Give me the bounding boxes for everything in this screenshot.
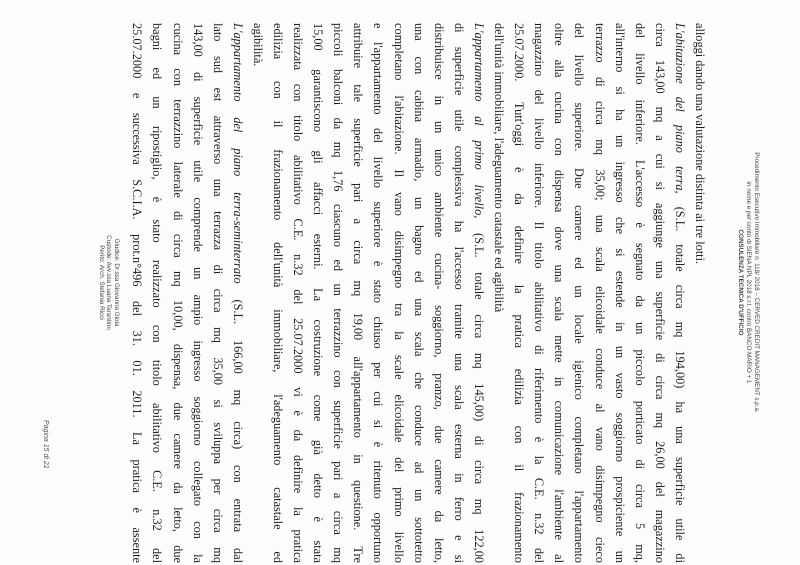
text-line [650,23,670,563]
paragraph-heading: L'appartamento del piano terra-seminterrato [230,23,245,284]
page-header [736,20,760,545]
line-text: alloggi dando una valutazione distinta ai tre lotti. [693,23,707,265]
text-line [509,23,529,563]
text-line [529,23,549,563]
footer-custodian: Custode: Avv.ssa Luana Tarantino [105,235,113,330]
paragraph-heading: L'appartamento al primo livello, [471,23,486,219]
text-line [208,23,228,563]
text-line [489,23,509,563]
text-line [188,23,208,563]
line-text: (S.L. totale circa mq 194,00) ha una superficie utile di [672,193,687,563]
line-text: edilizia con il frazionamento dell'unità immobiliare, l'adeguamento catastale ed [271,23,286,563]
line-text: realizzata con titolo abilitativo C.E. n.32 del 25.07.2000 vi è da definire la pratica [291,23,306,563]
line-text: lato sud est attraverso una terrazza di circa mq 35,00 si sviluppa per circa mq [210,23,225,563]
line-text: circa 143,00 mq a cui si aggiunge una superficie di circa mq 26,00 del magazzino [652,23,667,563]
text-line [630,23,650,563]
line-text: all'interno si ha un ingresso che si estende in un vasto soggiorno prospiciente un [612,23,627,563]
line-text: del livello inferiore. L'accesso è segnato da un piccolo porticato di circa 5 mq, [632,23,647,563]
document-body [127,23,710,563]
text-line [389,23,409,563]
text-line [690,23,710,563]
text-line [549,23,569,563]
header-line-1: Procedimento Esecutivo Immobiliare n. 118/ 2018 – CERVED CREDIT MANAGEMENT s.p.a. [753,152,760,413]
text-line [248,23,268,563]
line-text: del livello superiore. Due camere ed un locale igienico completano l'appartamento [572,23,587,563]
line-text: 143,00 di superficie utile comprende un ampio ingresso soggiorno collegato con la [190,23,205,563]
line-text: 25.07.2000. Tutt'oggi è da definire la pratica edilizia con il frazionamento [512,23,527,563]
text-line [308,23,328,563]
line-text: 25.07.2000 e successiva S.C.I.A. prot.n°496 del 31. 01. 2011. La pratica è assente [130,23,145,563]
text-line [348,23,368,563]
text-line [589,23,609,563]
line-text: agibilità. [250,23,265,67]
line-text: una con cabina armadio, un bagno ed una scala che conduce ad un sottotetto [411,23,426,563]
line-text: e l'appartamento del livello superiore è stato chiuso per cui si è ritenuto opportuno [371,23,386,563]
line-text: attribuire tale superficie pari a circa mq 19,00 all'appartamento in questione. Tre [351,23,366,563]
footer-expert: Perito: Arch. Stefania Ricci [98,245,105,320]
text-line [469,23,489,563]
text-line [429,23,449,563]
text-line [328,23,348,563]
text-line [670,23,690,563]
line-text: (S.L. totale circa mq 145,00) di circa mq 122,00 [471,218,486,563]
text-line [569,23,589,563]
text-line [610,23,630,563]
text-line [409,23,429,563]
line-text: distribuisce in un unico ambiente cucina- soggiorno, pranzo, due camere da letto, [431,23,446,563]
line-text: bagni ed un ripostiglio, è stato realizzato con titolo abilitativo C.E. n.32 del [150,23,165,563]
paragraph-heading: L'abitazione del piano terra, [672,23,687,194]
page-number: Pagina 15 di 21 [42,420,49,469]
text-line [147,23,167,563]
page-footer [98,20,121,545]
text-line [127,23,147,563]
text-line [167,23,187,563]
header-line-3: CONSULENZA TECNICA D'UFFICIO [737,229,744,336]
line-text: 15,00 garantiscono gli affacci esterni. La costruzione come già detto è stata [311,23,326,563]
text-line [288,23,308,563]
text-line [228,23,248,563]
header-line-2: in nome e per conto di SIENA NPL 2018 s.r.l. contro BANCO MARIO + 1 [745,181,752,384]
line-text: (S.L. 166,00 mq circa) con entrata dal [230,283,245,563]
line-text: piccoli balconi da mq 1,76 ciascuno ed un terrazzino con superficie pari a circa mq [331,23,346,563]
line-text: terrazzo di circa mq 35,00; una scala elicoidale conduce al vano disimpegno cieco [592,23,607,563]
text-line [268,23,288,563]
line-text: oltre alla cucina con dispensa dove una scala mette in comunicazione l'ambiente al [552,23,567,563]
text-line [449,23,469,563]
line-text: dell'unità immobiliare, l'adeguamento catastale ed agibilità [492,23,507,313]
line-text: magazzino del livello inferiore. Il titolo abilitativo di riferimento è la C.E. n.32 del [532,23,547,563]
line-text: cucina con terrazzino laterale di circa mq 10,00, dispensa, due camere da letto, due [170,23,185,563]
text-line [368,23,388,563]
footer-judge: Giudice: Dr.ssa Giovanna Gioia [113,238,120,327]
line-text: di superficie utile complessiva ha l'accesso tramite una scala esterna in ferro e si [451,23,466,563]
line-text: completano l'abitazione. Il vano disimpegno tra la scale elicoidale del primo livello [391,23,406,563]
